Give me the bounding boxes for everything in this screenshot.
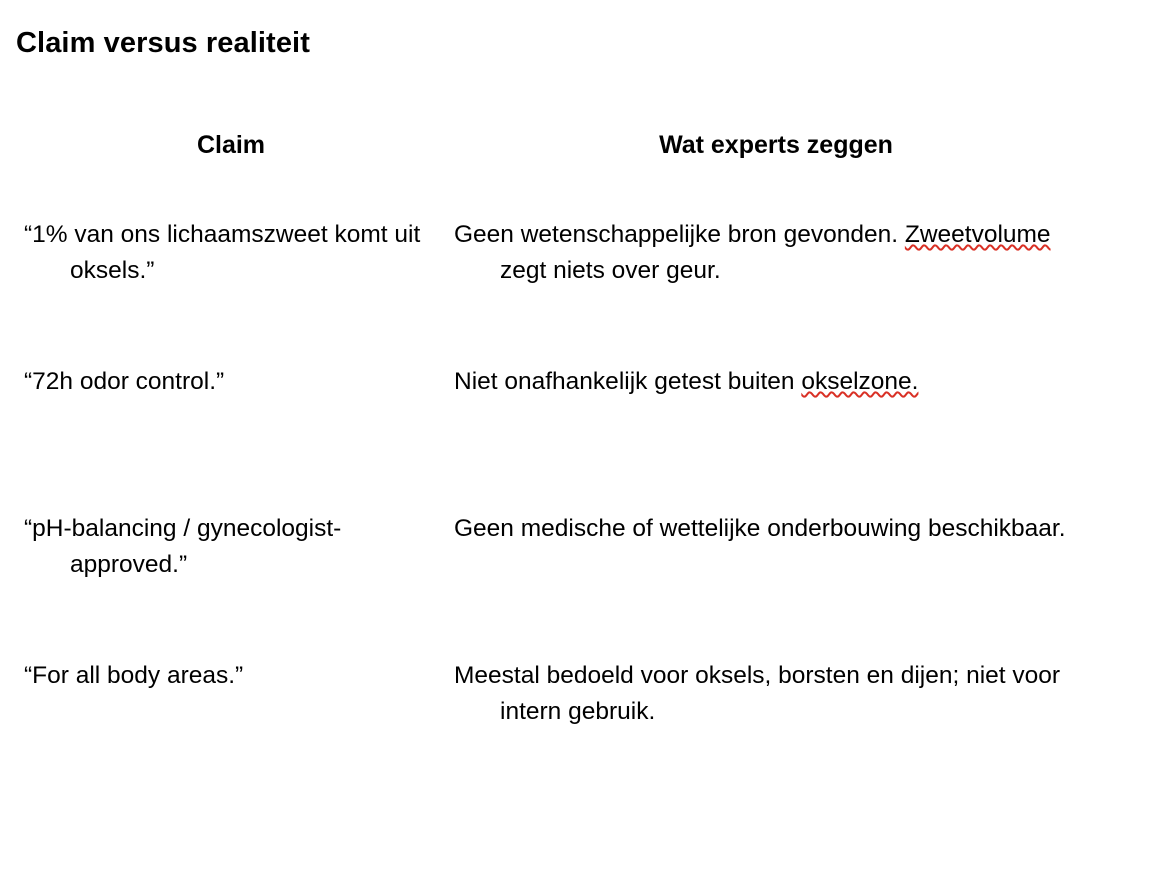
expert-cell — [446, 633, 1106, 780]
claim-text: “1% van ons lichaamszweet komt uit oksels.” — [24, 221, 421, 284]
column-header-claim: Claim — [196, 131, 266, 159]
claim-text: “pH-balancing / gynecologist-approved.” — [24, 515, 342, 578]
claim-cell — [16, 633, 446, 780]
expert-cell — [446, 192, 1106, 339]
page-title: Claim versus realiteit — [16, 27, 310, 59]
expert-text-prefix: Geen wetenschappelijke bron gevonden. — [454, 221, 905, 248]
table-row — [16, 486, 1152, 633]
expert-text — [454, 511, 1098, 547]
expert-text-prefix: Geen medische of wettelijke onderbouwing beschikbaar. — [454, 515, 1066, 542]
expert-cell — [446, 486, 1106, 633]
claim-cell — [16, 192, 446, 339]
column-header-expert: Wat experts zeggen — [659, 131, 893, 159]
expert-text-suffix: zegt niets over geur. — [500, 256, 721, 284]
table-row — [16, 339, 1152, 486]
table-row — [16, 633, 1152, 780]
claim-text: “72h odor control.” — [24, 368, 225, 395]
expert-cell — [446, 339, 1106, 486]
claim-versus-reality-table — [16, 118, 1152, 780]
expert-text — [454, 217, 1098, 288]
claim-cell — [16, 486, 446, 633]
expert-text-prefix: Meestal bedoeld voor oksels, borsten en dijen; niet voor intern gebruik. — [454, 662, 1061, 725]
claim-cell — [16, 339, 446, 486]
spellcheck-marked-word: Zweetvolume — [904, 221, 1051, 248]
expert-text — [454, 658, 1098, 729]
table-header-row — [16, 118, 1152, 192]
expert-text-prefix: Niet onafhankelijk getest buiten — [454, 368, 802, 395]
expert-text — [454, 364, 1098, 400]
spellcheck-marked-word: okselzone. — [801, 368, 919, 395]
claim-text: “For all body areas.” — [24, 662, 244, 689]
table-row — [16, 192, 1152, 339]
